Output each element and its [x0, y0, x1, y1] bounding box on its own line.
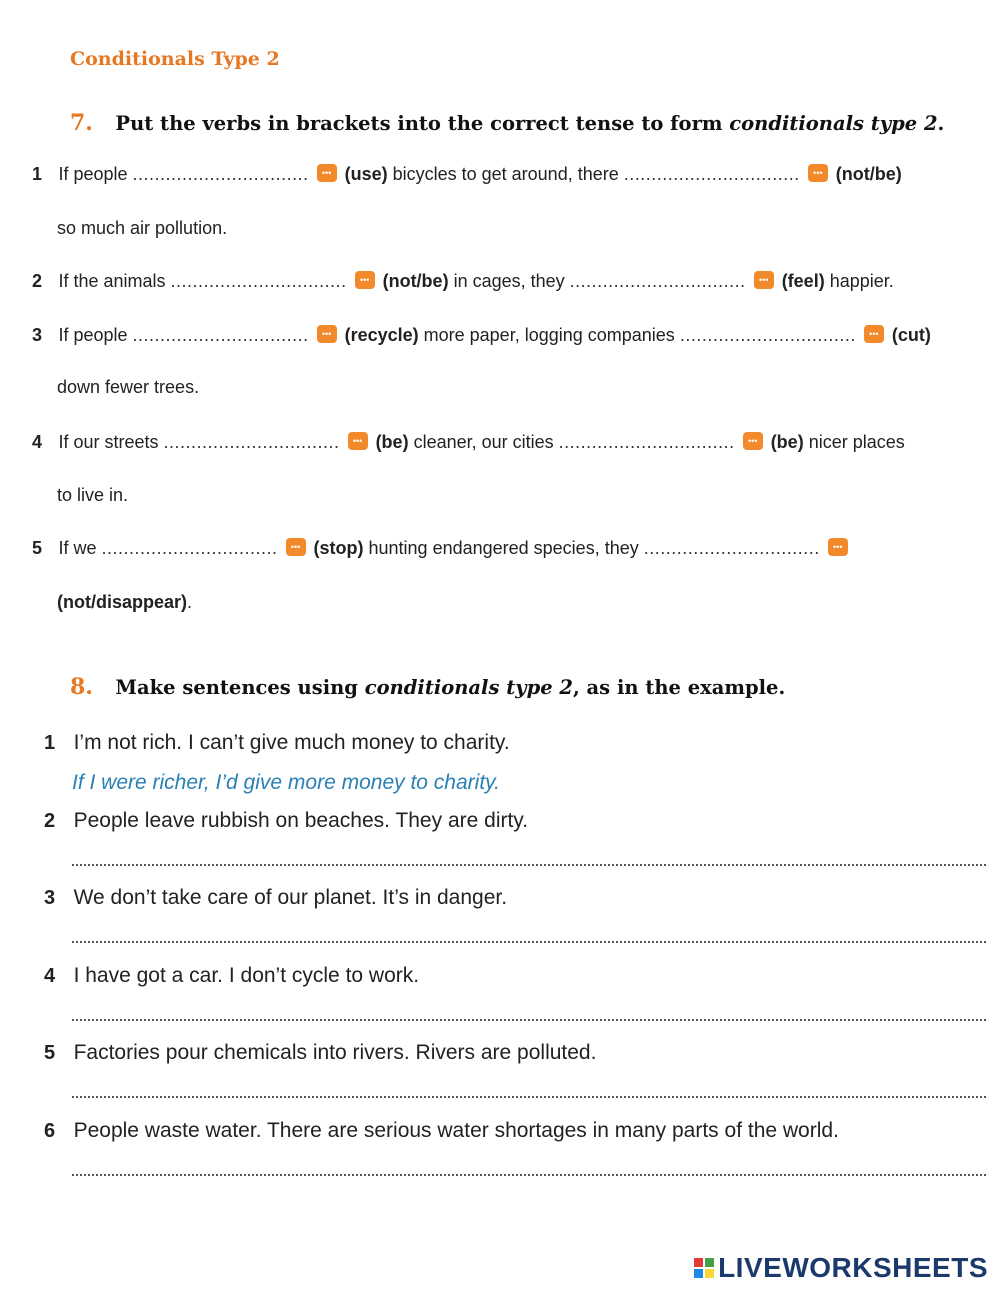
options-menu-icon[interactable]: [808, 164, 828, 182]
answer-input-line[interactable]: [72, 1174, 986, 1176]
answer-blank[interactable]: ................................: [643, 538, 820, 558]
answer-input-line[interactable]: [72, 1019, 986, 1021]
ex7-item-1: 1 If people ................................••• (use) bicycles to get around, there ................................••• (not/be): [32, 164, 902, 185]
answer-input-line[interactable]: [72, 864, 986, 866]
item-number: 1: [32, 164, 43, 184]
ex8-item-3: [44, 886, 507, 910]
ex7-item-2: 2 If the animals ................................••• (not/be) in cages, they ................................••• (feel) happier.: [32, 271, 894, 292]
options-menu-icon[interactable]: [864, 325, 884, 343]
answer-input-line[interactable]: [72, 941, 986, 943]
sentence: We don’t take care of our planet. It’s in danger.: [73, 886, 508, 909]
options-menu-icon[interactable]: [317, 325, 337, 343]
options-menu-icon[interactable]: [754, 271, 774, 289]
answer-blank[interactable]: ................................: [569, 271, 746, 291]
item-number: 3: [44, 887, 56, 909]
exercise-8-header: [70, 674, 785, 700]
item-number: 1: [44, 732, 56, 754]
answer-blank[interactable]: ................................: [163, 432, 340, 452]
sentence: People waste water. There are serious water shortages in many parts of the world.: [73, 1119, 839, 1142]
sentence: I’m not rich. I can’t give much money to charity.: [73, 731, 510, 754]
ex7-item-1-continuation: so much air pollution.: [57, 218, 228, 238]
sentence: I have got a car. I don’t cycle to work.: [73, 964, 420, 987]
item-number: 5: [32, 538, 43, 558]
item-number: 3: [32, 325, 43, 345]
exercise-8-instruction: Make sentences using conditionals type 2, as in the example.: [115, 676, 786, 699]
answer-input-line[interactable]: [72, 1096, 986, 1098]
options-menu-icon[interactable]: [348, 432, 368, 450]
answer-blank[interactable]: ................................: [170, 271, 347, 291]
item-number: 5: [44, 1042, 56, 1064]
ex8-item-5: [44, 1041, 596, 1065]
ex7-item-5: 5 If we ................................••• (stop) hunting endangered species, they ................................•••: [32, 538, 856, 559]
answer-blank[interactable]: ................................: [132, 325, 309, 345]
options-menu-icon[interactable]: [317, 164, 337, 182]
ex7-item-3-continuation: down fewer trees.: [57, 377, 200, 397]
logo-mark-icon: [694, 1258, 714, 1278]
ex7-item-4: 4 If our streets ................................••• (be) cleaner, our cities ................................••• (be) nicer places: [32, 432, 905, 453]
exercise-7-instruction: Put the verbs in brackets into the correct tense to form conditionals type 2.: [115, 112, 945, 135]
ex7-item-5-continuation: (not/disappear).: [57, 592, 193, 612]
ex8-item-4: [44, 964, 419, 988]
liveworksheets-logo: [694, 1252, 988, 1284]
example-answer: If I were richer, I’d give more money to charity.: [72, 771, 500, 794]
logo-text: LIVEWORKSHEETS: [718, 1252, 988, 1283]
item-number: 4: [32, 432, 43, 452]
options-menu-icon[interactable]: [743, 432, 763, 450]
sentence: Factories pour chemicals into rivers. Rivers are polluted.: [73, 1041, 597, 1064]
item-number: 2: [44, 810, 56, 832]
answer-blank[interactable]: ................................: [132, 164, 309, 184]
answer-blank[interactable]: ................................: [623, 164, 800, 184]
page-title: Conditionals Type 2: [70, 48, 280, 70]
exercise-8-number: 8.: [70, 674, 93, 700]
answer-blank[interactable]: ................................: [558, 432, 735, 452]
ex7-item-3: 3 If people ................................••• (recycle) more paper, logging companies ................................••• (cut): [32, 325, 931, 346]
ex8-item-2: [44, 809, 528, 833]
exercise-7-number: 7.: [70, 110, 93, 136]
options-menu-icon[interactable]: [828, 538, 848, 556]
options-menu-icon[interactable]: [286, 538, 306, 556]
exercise-7-header: [70, 110, 944, 136]
options-menu-icon[interactable]: [355, 271, 375, 289]
sentence: People leave rubbish on beaches. They are dirty.: [73, 809, 529, 832]
item-number: 2: [32, 271, 43, 291]
ex8-item-1: [44, 731, 510, 755]
item-number: 4: [44, 965, 56, 987]
answer-blank[interactable]: ................................: [101, 538, 278, 558]
answer-blank[interactable]: ................................: [679, 325, 856, 345]
ex8-item-6: [44, 1119, 839, 1143]
ex7-item-4-continuation: to live in.: [57, 485, 129, 505]
item-number: 6: [44, 1120, 56, 1142]
